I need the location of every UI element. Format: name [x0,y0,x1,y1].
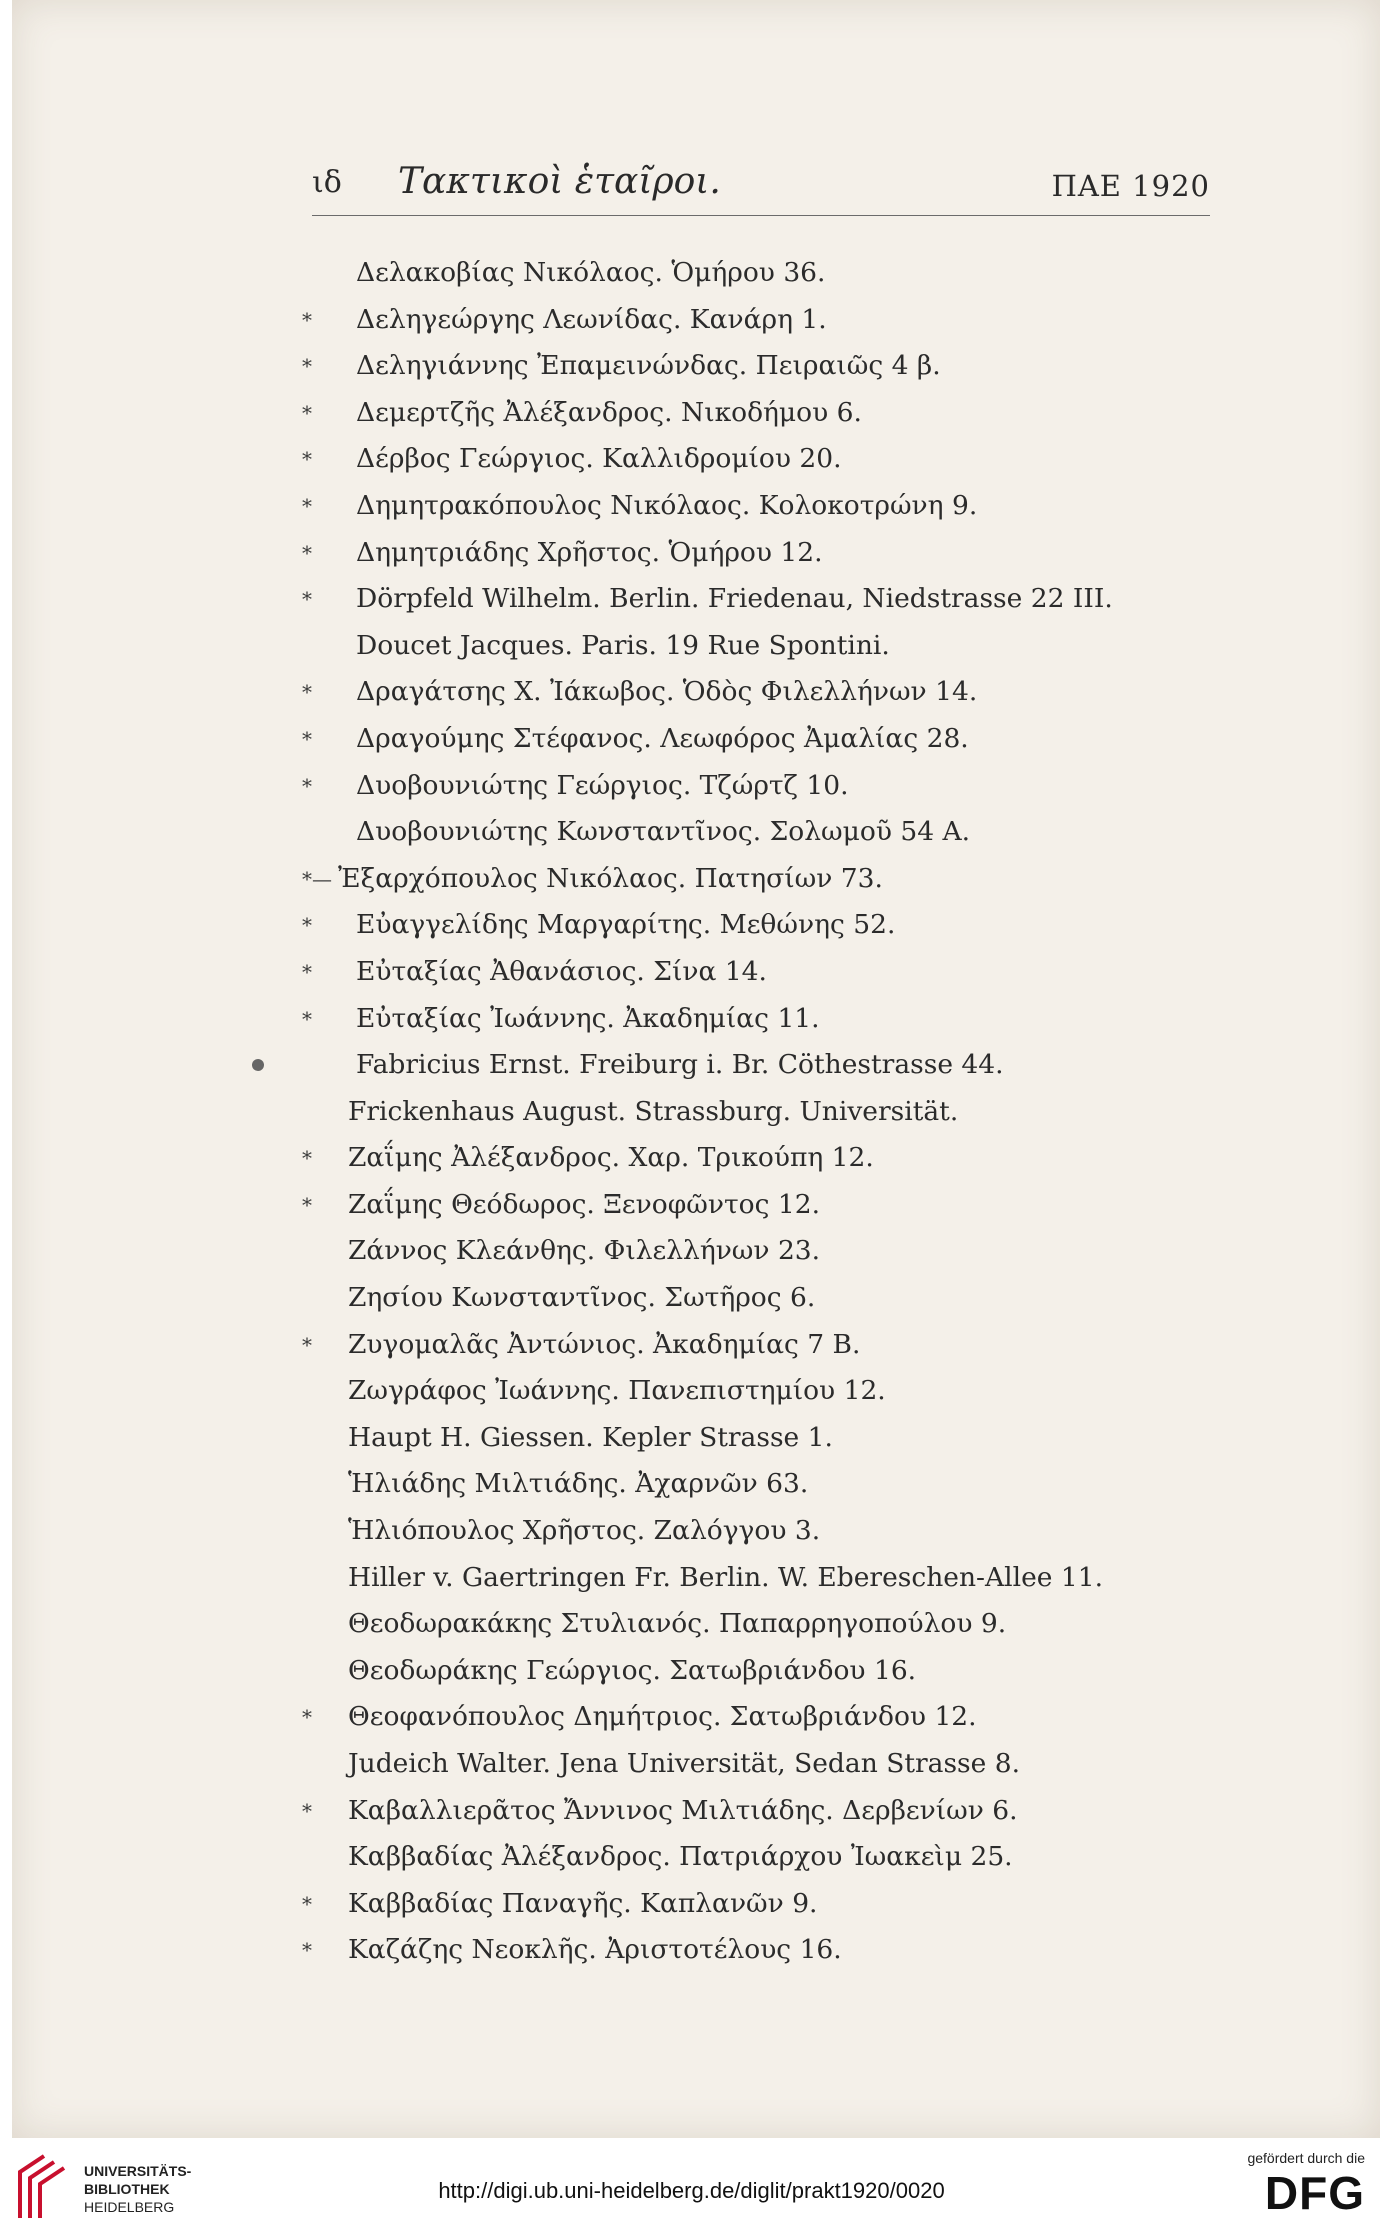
entry-text: Ἡλιόπουλος Χρῆστος. Ζαλόγγου 3. [348,1515,821,1547]
list-item [302,1275,1252,1322]
member-mark: * [302,726,312,751]
member-mark: * [302,540,312,565]
list-item [302,809,1252,856]
member-mark: * [302,1192,312,1217]
list-item [302,716,1252,763]
list-item [302,1228,1252,1275]
list-item [302,1322,1252,1369]
entry-text: Θεοδωρακάκης Στυλιανός. Παπαρρηγοπούλου 9. [348,1608,1007,1640]
list-item [302,1368,1252,1415]
entry-text: Haupt H. Giessen. Kepler Strasse 1. [348,1421,833,1453]
list-item [302,1694,1252,1741]
entry-text: Εὐταξίας Ἰωάννης. Ἀκαδημίας 11. [356,1002,820,1034]
scanned-page [12,0,1380,2138]
member-mark: * [302,959,312,984]
entry-text: Δυοβουνιώτης Κωνσταντῖνος. Σολωμοῦ 54 Α. [356,816,971,848]
list-item [302,1042,1252,1089]
list-item [302,297,1252,344]
list-item [302,576,1252,623]
list-item [302,949,1252,996]
member-mark: * [302,307,312,332]
entry-text: Judeich Walter. Jena Universität, Sedan Strasse 8. [348,1748,1021,1779]
entry-text: Ζαΐμης Ἀλέξανδρος. Χαρ. Τρικούπη 12. [348,1142,874,1174]
member-mark: * [302,587,312,612]
library-line-2: BIBLIOTHEK [84,2181,170,2197]
footer-bar [0,2138,1383,2239]
entry-text: Δημητριάδης Χρῆστος. Ὁμήρου 12. [356,536,823,568]
entry-text: Frickenhaus August. Strassburg. Universität. [348,1095,959,1127]
entry-text: Ζάννος Κλεάνθης. Φιλελλήνων 23. [348,1235,821,1267]
library-line-3: HEIDELBERG [84,2199,175,2215]
list-item [302,390,1252,437]
entry-text: Θεοφανόπουλος Δημήτριος. Σατωβριάνδου 12. [348,1701,977,1733]
dfg-logo: DFG [1264,2167,1365,2219]
entry-text: Dörpfeld Wilhelm. Berlin. Friedenau, Niedstrasse 22 III. [356,583,1113,615]
entry-text: Ζυγομαλᾶς Ἀντώνιος. Ἀκαδημίας 7 Β. [348,1328,861,1360]
entry-text: Ζησίου Κωνσταντῖνος. Σωτῆρος 6. [348,1282,816,1314]
entry-text: Εὐταξίας Ἀθανάσιος. Σίνα 14. [356,955,767,987]
library-line-1: UNIVERSITÄTS- [84,2163,192,2179]
funding-label: gefördert durch die [1247,2150,1365,2166]
list-item [302,1927,1252,1974]
member-mark: * [302,1938,312,1963]
entry-text: Θεοδωράκης Γεώργιος. Σατωβριάνδου 16. [348,1654,917,1686]
member-mark: * [302,773,312,798]
list-item [302,1648,1252,1695]
entry-text: Δημητρακόπουλος Νικόλαος. Κολοκοτρώνη 9. [356,489,978,521]
entry-text: Δέρβος Γεώργιος. Καλλιδρομίου 20. [356,443,842,475]
member-mark: * [302,1006,312,1031]
list-item [302,1182,1252,1229]
list-item [302,1508,1252,1555]
entry-text: Δελακοβίας Νικόλαος. Ὁμήρου 36. [356,257,826,288]
margin-dot [252,1059,264,1071]
member-mark: * [302,354,312,379]
page-title: Τακτικοὶ ἑταῖροι. [398,161,721,202]
member-mark: * [302,1891,312,1916]
list-item [302,763,1252,810]
entry-text: Δραγάτσης Χ. Ἰάκωβος. Ὁδὸς Φιλελλήνων 14. [356,676,978,708]
list-item [302,250,1252,297]
member-mark: * [302,680,312,705]
member-mark: * [302,1705,312,1730]
list-item [302,856,1252,903]
entry-text: Doucet Jacques. Paris. 19 Rue Spontini. [356,629,890,661]
list-item [302,1601,1252,1648]
entry-text: Δεληγιάννης Ἐπαμεινώνδας. Πειραιῶς 4 β. [356,350,941,382]
member-mark: * [302,913,312,938]
entry-text: Fabricius Ernst. Freiburg i. Br. Cöthestrasse 44. [356,1049,1004,1081]
list-item [302,1881,1252,1928]
list-item [302,902,1252,949]
entry-text: Καζάζης Νεοκλῆς. Ἀριστοτέλους 16. [348,1934,842,1966]
member-mark: * [302,1332,312,1357]
running-header: ΠΑΕ 1920 [1051,169,1210,203]
entry-text: Ζωγράφος Ἰωάννης. Πανεπιστημίου 12. [348,1375,886,1407]
entry-text: Καβαλλιερᾶτος Ἄννινος Μιλτιάδης. Δερβενίων 6. [348,1794,1018,1826]
list-item [302,436,1252,483]
list-item [302,1834,1252,1881]
entry-text: Ἡλιάδης Μιλτιάδης. Ἀχαρνῶν 63. [348,1468,809,1500]
entry-text: Εὐαγγελίδης Μαργαρίτης. Μεθώνης 52. [356,909,896,941]
list-item [302,996,1252,1043]
list-item [302,1415,1252,1462]
member-mark: * [302,1798,312,1823]
list-item [302,530,1252,577]
entry-text: Ἐξαρχόπουλος Νικόλαος. Πατησίων 73. [338,862,883,894]
entry-text: Δεληγεώργης Λεωνίδας. Κανάρη 1. [356,303,827,335]
list-item [302,1788,1252,1835]
list-item [302,483,1252,530]
page-number: ιδ [312,165,342,200]
entry-text: Δραγούμης Στέφανος. Λεωφόρος Ἀμαλίας 28. [356,722,969,754]
source-url[interactable]: http://digi.ub.uni-heidelberg.de/diglit/prakt1920/0020 [438,2178,945,2203]
page-header [312,161,1210,216]
member-mark: *— [302,866,332,891]
entry-text: Hiller v. Gaertringen Fr. Berlin. W. Ebereschen-Allee 11. [348,1561,1104,1593]
list-item [302,623,1252,670]
list-item [302,1461,1252,1508]
entry-text: Δεμερτζῆς Ἀλέξανδρος. Νικοδήμου 6. [356,396,862,428]
member-mark: * [302,493,312,518]
list-item [302,669,1252,716]
member-mark: * [302,447,312,472]
list-item [302,1741,1252,1788]
member-mark: * [302,1146,312,1171]
list-item [302,343,1252,390]
list-item [302,1089,1252,1136]
member-list [302,250,1252,1974]
entry-text: Καββαδίας Παναγῆς. Καπλανῶν 9. [348,1887,818,1919]
list-item [302,1135,1252,1182]
entry-text: Ζαΐμης Θεόδωρος. Ξενοφῶντος 12. [348,1188,820,1220]
entry-text: Δυοβουνιώτης Γεώργιος. Τζώρτζ 10. [356,769,849,801]
list-item [302,1555,1252,1602]
funding-credit [1247,2150,1365,2220]
entry-text: Καββαδίας Ἀλέξανδρος. Πατριάρχου Ἰωακεὶμ 25. [348,1841,1013,1873]
member-mark: * [302,400,312,425]
